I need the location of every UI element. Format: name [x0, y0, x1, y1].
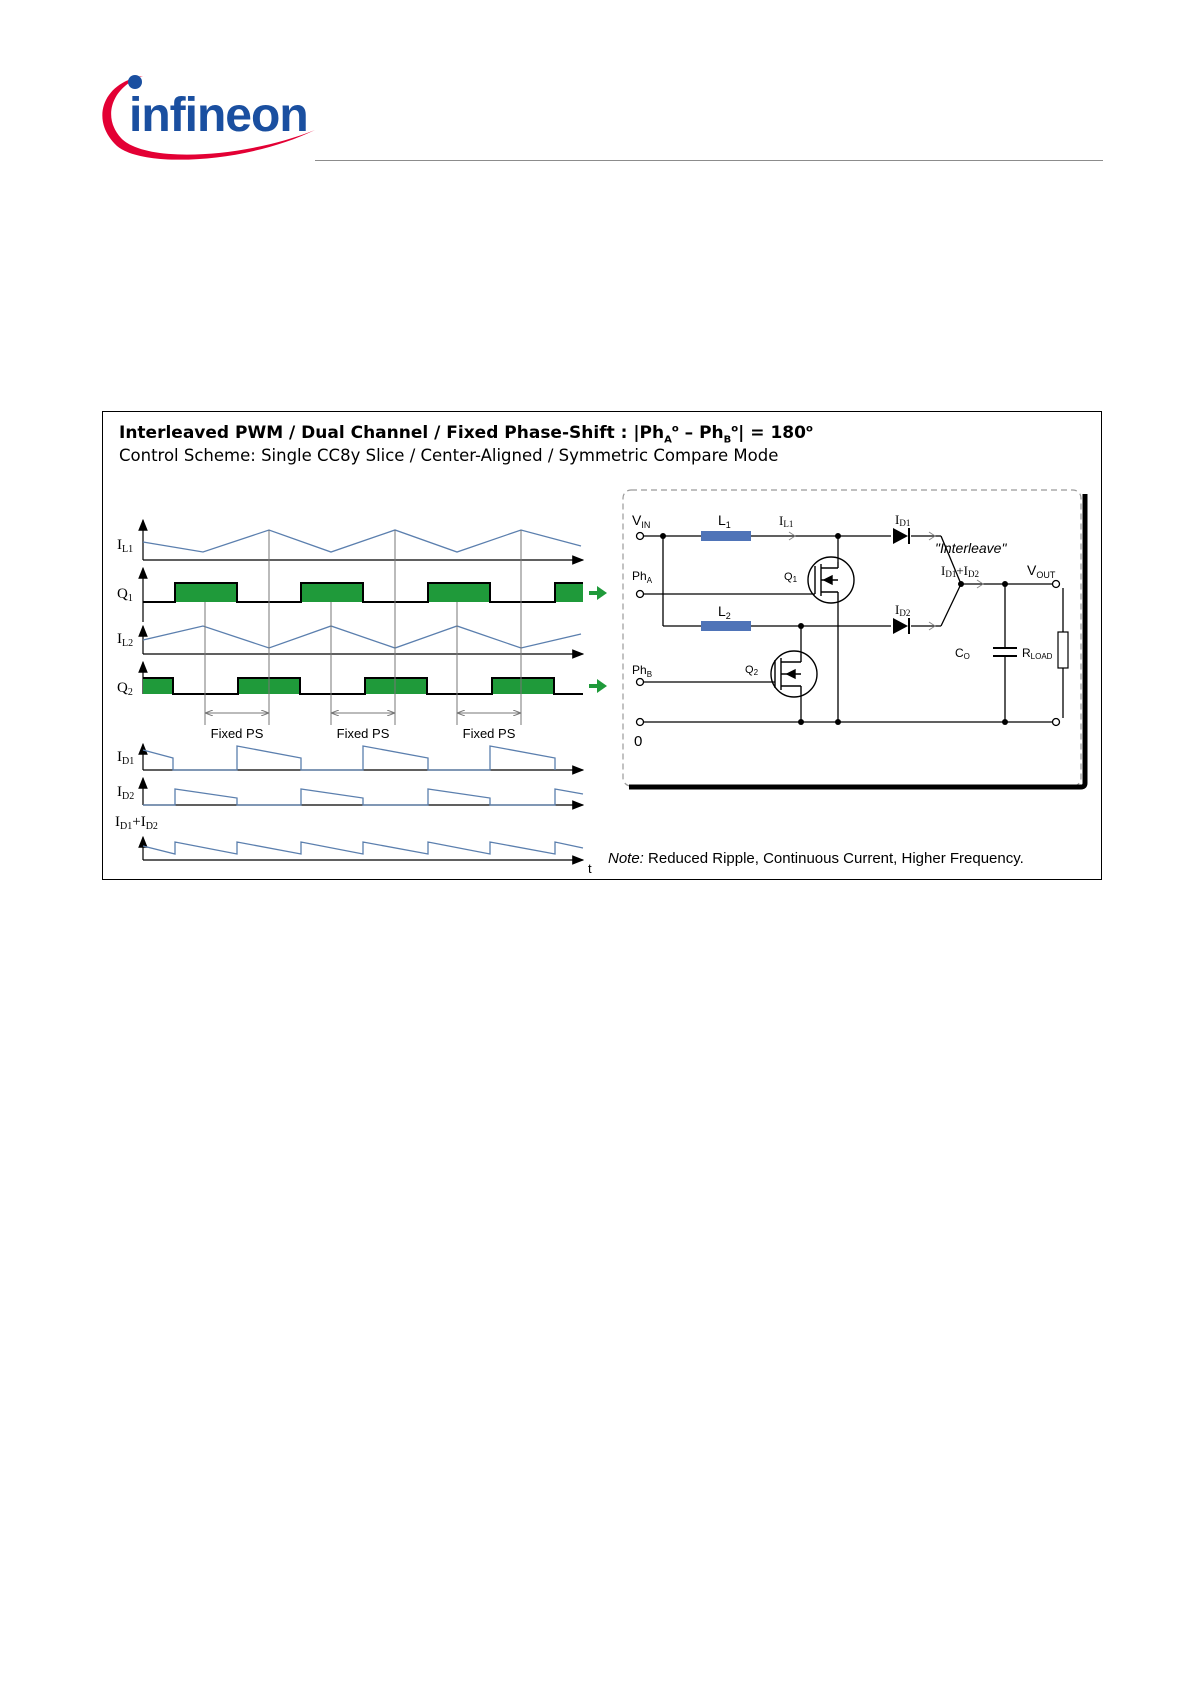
inductor-l1: [701, 531, 751, 541]
q2-waveform: [143, 678, 583, 694]
label-vin: $V_{IN}$: [632, 512, 651, 530]
fixed-ps-label: Fixed PS: [210, 726, 264, 741]
figure-box: [102, 411, 1102, 880]
note-text: Note: Reduced Ripple, Continuous Current, Higher Frequency.: [608, 850, 1024, 867]
signal-label-q1: $Q_1$: [117, 586, 133, 604]
signal-label-id1: $I_{D1}$: [117, 749, 135, 767]
il2-waveform: [143, 626, 581, 648]
signal-label-id2: $I_{D2}$: [117, 784, 135, 802]
resistor-rload: [1058, 632, 1068, 668]
id2-waveform: [143, 789, 583, 805]
label-vout: $V_{OUT}$: [1027, 562, 1056, 580]
label-phb: $Ph_B$: [632, 663, 653, 679]
signal-label-id-sum: $I_{D1}+I_{D2}$: [115, 814, 158, 832]
mosfet-q1: [808, 557, 854, 603]
label-pha: $Ph_A$: [632, 569, 653, 585]
timing-alignment-lines: [205, 530, 521, 725]
infineon-logo: [95, 68, 325, 163]
time-axis-label: t: [588, 861, 592, 876]
label-id1: ID1: [895, 512, 911, 528]
signal-label-q2: $Q_2$: [117, 680, 133, 698]
label-interleave: "Interleave": [935, 540, 1007, 556]
logo-text: infineon: [129, 89, 308, 142]
label-id2: ID2: [895, 602, 911, 618]
infineon-logo-graphic: [95, 68, 325, 163]
q1-waveform: [143, 583, 583, 602]
label-l2: $L_2$: [718, 603, 731, 621]
label-id-sum: ID1+ID2: [941, 563, 980, 579]
diode-d1: [893, 528, 909, 544]
label-il1: IL1: [779, 513, 794, 529]
figure-title: Interleaved PWM / Dual Channel / Fixed Phase-Shift : $|Ph_A^o - Ph_B^o| = 180^o$: [119, 423, 813, 446]
label-co: CO: [955, 646, 970, 661]
label-q1: Q1: [784, 571, 798, 584]
schematic-panel: [623, 490, 1085, 787]
inductor-l2: [701, 621, 751, 631]
il1-waveform: [143, 530, 581, 552]
diode-d2: [893, 618, 909, 634]
label-l1: $L_1$: [718, 512, 731, 530]
figure-drawing: [103, 412, 1103, 881]
q1-continue-arrow: [589, 586, 607, 600]
figure-subtitle: Control Scheme: Single CC8y Slice / Center-Aligned / Symmetric Compare Mode: [119, 446, 779, 465]
label-rload: RLOAD: [1022, 646, 1053, 661]
id-sum-waveform: [143, 842, 583, 854]
mosfet-q2: [771, 651, 817, 697]
capacitor-co: [993, 648, 1017, 656]
fixed-ps-label: Fixed PS: [336, 726, 390, 741]
signal-label-il2: $I_{L2}$: [117, 631, 134, 649]
q2-continue-arrow: [589, 679, 607, 693]
label-ground: 0: [634, 733, 643, 750]
signal-label-il1: $I_{L1}$: [117, 537, 134, 555]
label-q2: Q2: [745, 664, 759, 677]
schematic-terminals: [637, 533, 1060, 726]
page-header: [0, 0, 1191, 170]
id1-waveform: [143, 746, 555, 770]
fixed-ps-label: Fixed PS: [462, 726, 516, 741]
header-rule: [315, 160, 1103, 161]
